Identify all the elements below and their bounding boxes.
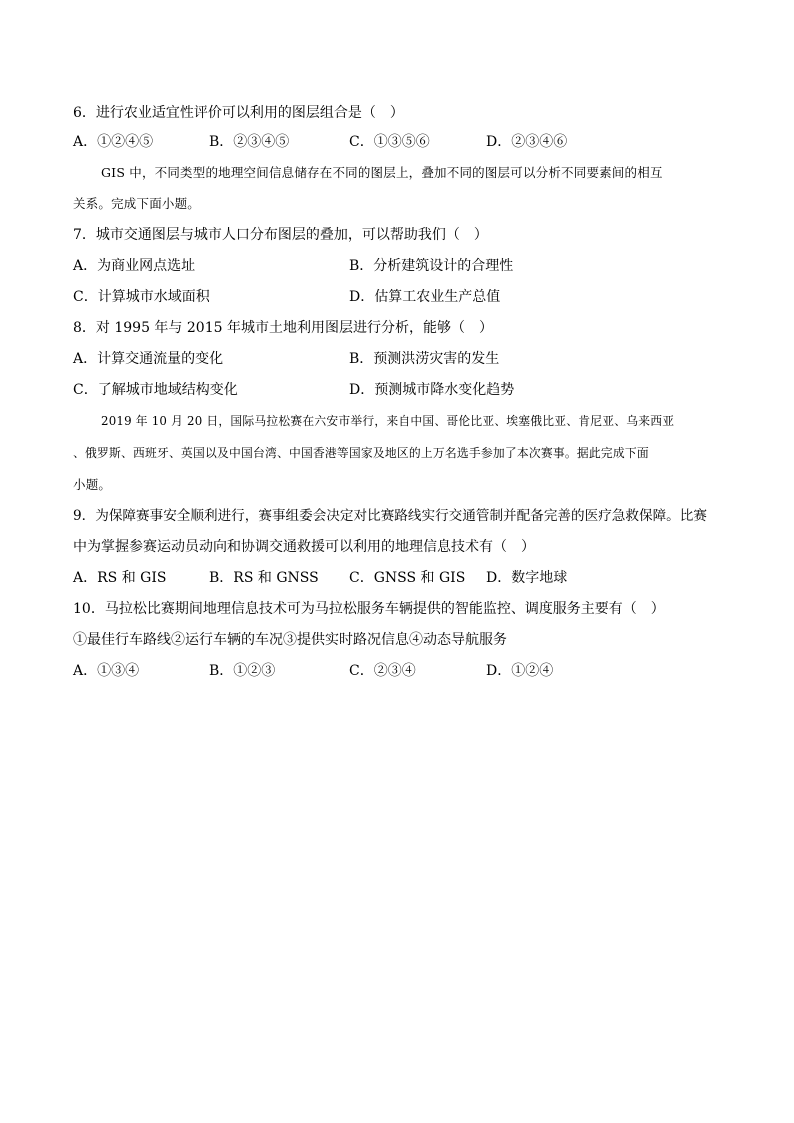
q6-option-c: C．①③⑤⑥	[349, 134, 430, 150]
q6-option-d: D．②③④⑥	[486, 134, 568, 150]
passage2-line1: 2019 年 10 月 20 日，国际马拉松赛在六安市举行，来自中国、哥伦比亚、埃塞俄比亚、肯尼亚、乌来西亚	[101, 414, 675, 428]
q9-option-d: D．数字地球	[486, 570, 568, 586]
q8-options-row2	[73, 380, 713, 400]
q8-option-a: A．计算交通流量的变化	[73, 351, 224, 367]
q8-option-d: D．预测城市降水变化趋势	[349, 382, 515, 398]
q7-option-d: D．估算工农业生产总值	[349, 289, 501, 305]
q9-options	[73, 568, 713, 588]
q7-option-a: A．为商业网点选址	[73, 258, 196, 274]
q7-stem: 7．城市交通图层与城市人口分布图层的叠加，可以帮助我们（ ）	[73, 227, 488, 243]
q6-option-a: A．①②④⑤	[73, 134, 154, 150]
q8-option-c: C．了解城市地域结构变化	[73, 382, 238, 398]
q9-option-b: B．RS 和 GNSS	[209, 570, 319, 586]
q6-stem: 6．进行农业适宜性评价可以利用的图层组合是（ ）	[73, 105, 404, 121]
q8-option-b: B．预测洪涝灾害的发生	[349, 351, 500, 367]
q6-option-b: B．②③④⑤	[209, 134, 290, 150]
q8-options-row1	[73, 349, 713, 369]
q8-stem: 8．对 1995 年与 2015 年城市土地利用图层进行分析，能够（ ）	[73, 320, 493, 336]
passage1-line2: 关系。完成下面小题。	[73, 196, 201, 211]
q9-option-a: A．RS 和 GIS	[73, 570, 167, 586]
q9-stem-line2: 中为掌握参赛运动员动向和协调交通救援可以利用的地理信息技术有（ ）	[73, 539, 535, 555]
q10-stem: 10．马拉松比赛期间地理信息技术可为马拉松服务车辆提供的智能监控、调度服务主要有（ ）	[73, 601, 665, 617]
q7-options-row1	[73, 256, 713, 276]
q9-stem-line1: 9．为保障赛事安全顺利进行，赛事组委会决定对比赛路线实行交通管制并配备完善的医疗急救保障。比赛	[73, 508, 707, 524]
q7-option-b: B．分析建筑设计的合理性	[349, 258, 514, 274]
passage2-line3: 小题。	[73, 477, 112, 492]
passage2-line2: 、俄罗斯、西班牙、英国以及中国台湾、中国香港等国家及地区的上万名选手参加了本次赛事。据此完成下面	[73, 446, 649, 460]
q7-option-c: C．计算城市水域面积	[73, 289, 210, 305]
q10-options	[73, 661, 713, 681]
q10-items: ①最佳行车路线②运行车辆的车况③提供实时路况信息④动态导航服务	[73, 632, 507, 648]
q7-options-row2	[73, 287, 713, 307]
q9-option-c: C．GNSS 和 GIS	[349, 570, 466, 586]
passage1-line1: GIS 中，不同类型的地理空间信息储存在不同的图层上，叠加不同的图层可以分析不同要素间的相互	[101, 165, 663, 180]
q10-option-d: D．①②④	[486, 663, 554, 679]
q10-option-c: C．②③④	[349, 663, 416, 679]
q10-option-a: A．①③④	[73, 663, 140, 679]
q6-options	[73, 132, 713, 152]
q10-option-b: B．①②③	[209, 663, 276, 679]
